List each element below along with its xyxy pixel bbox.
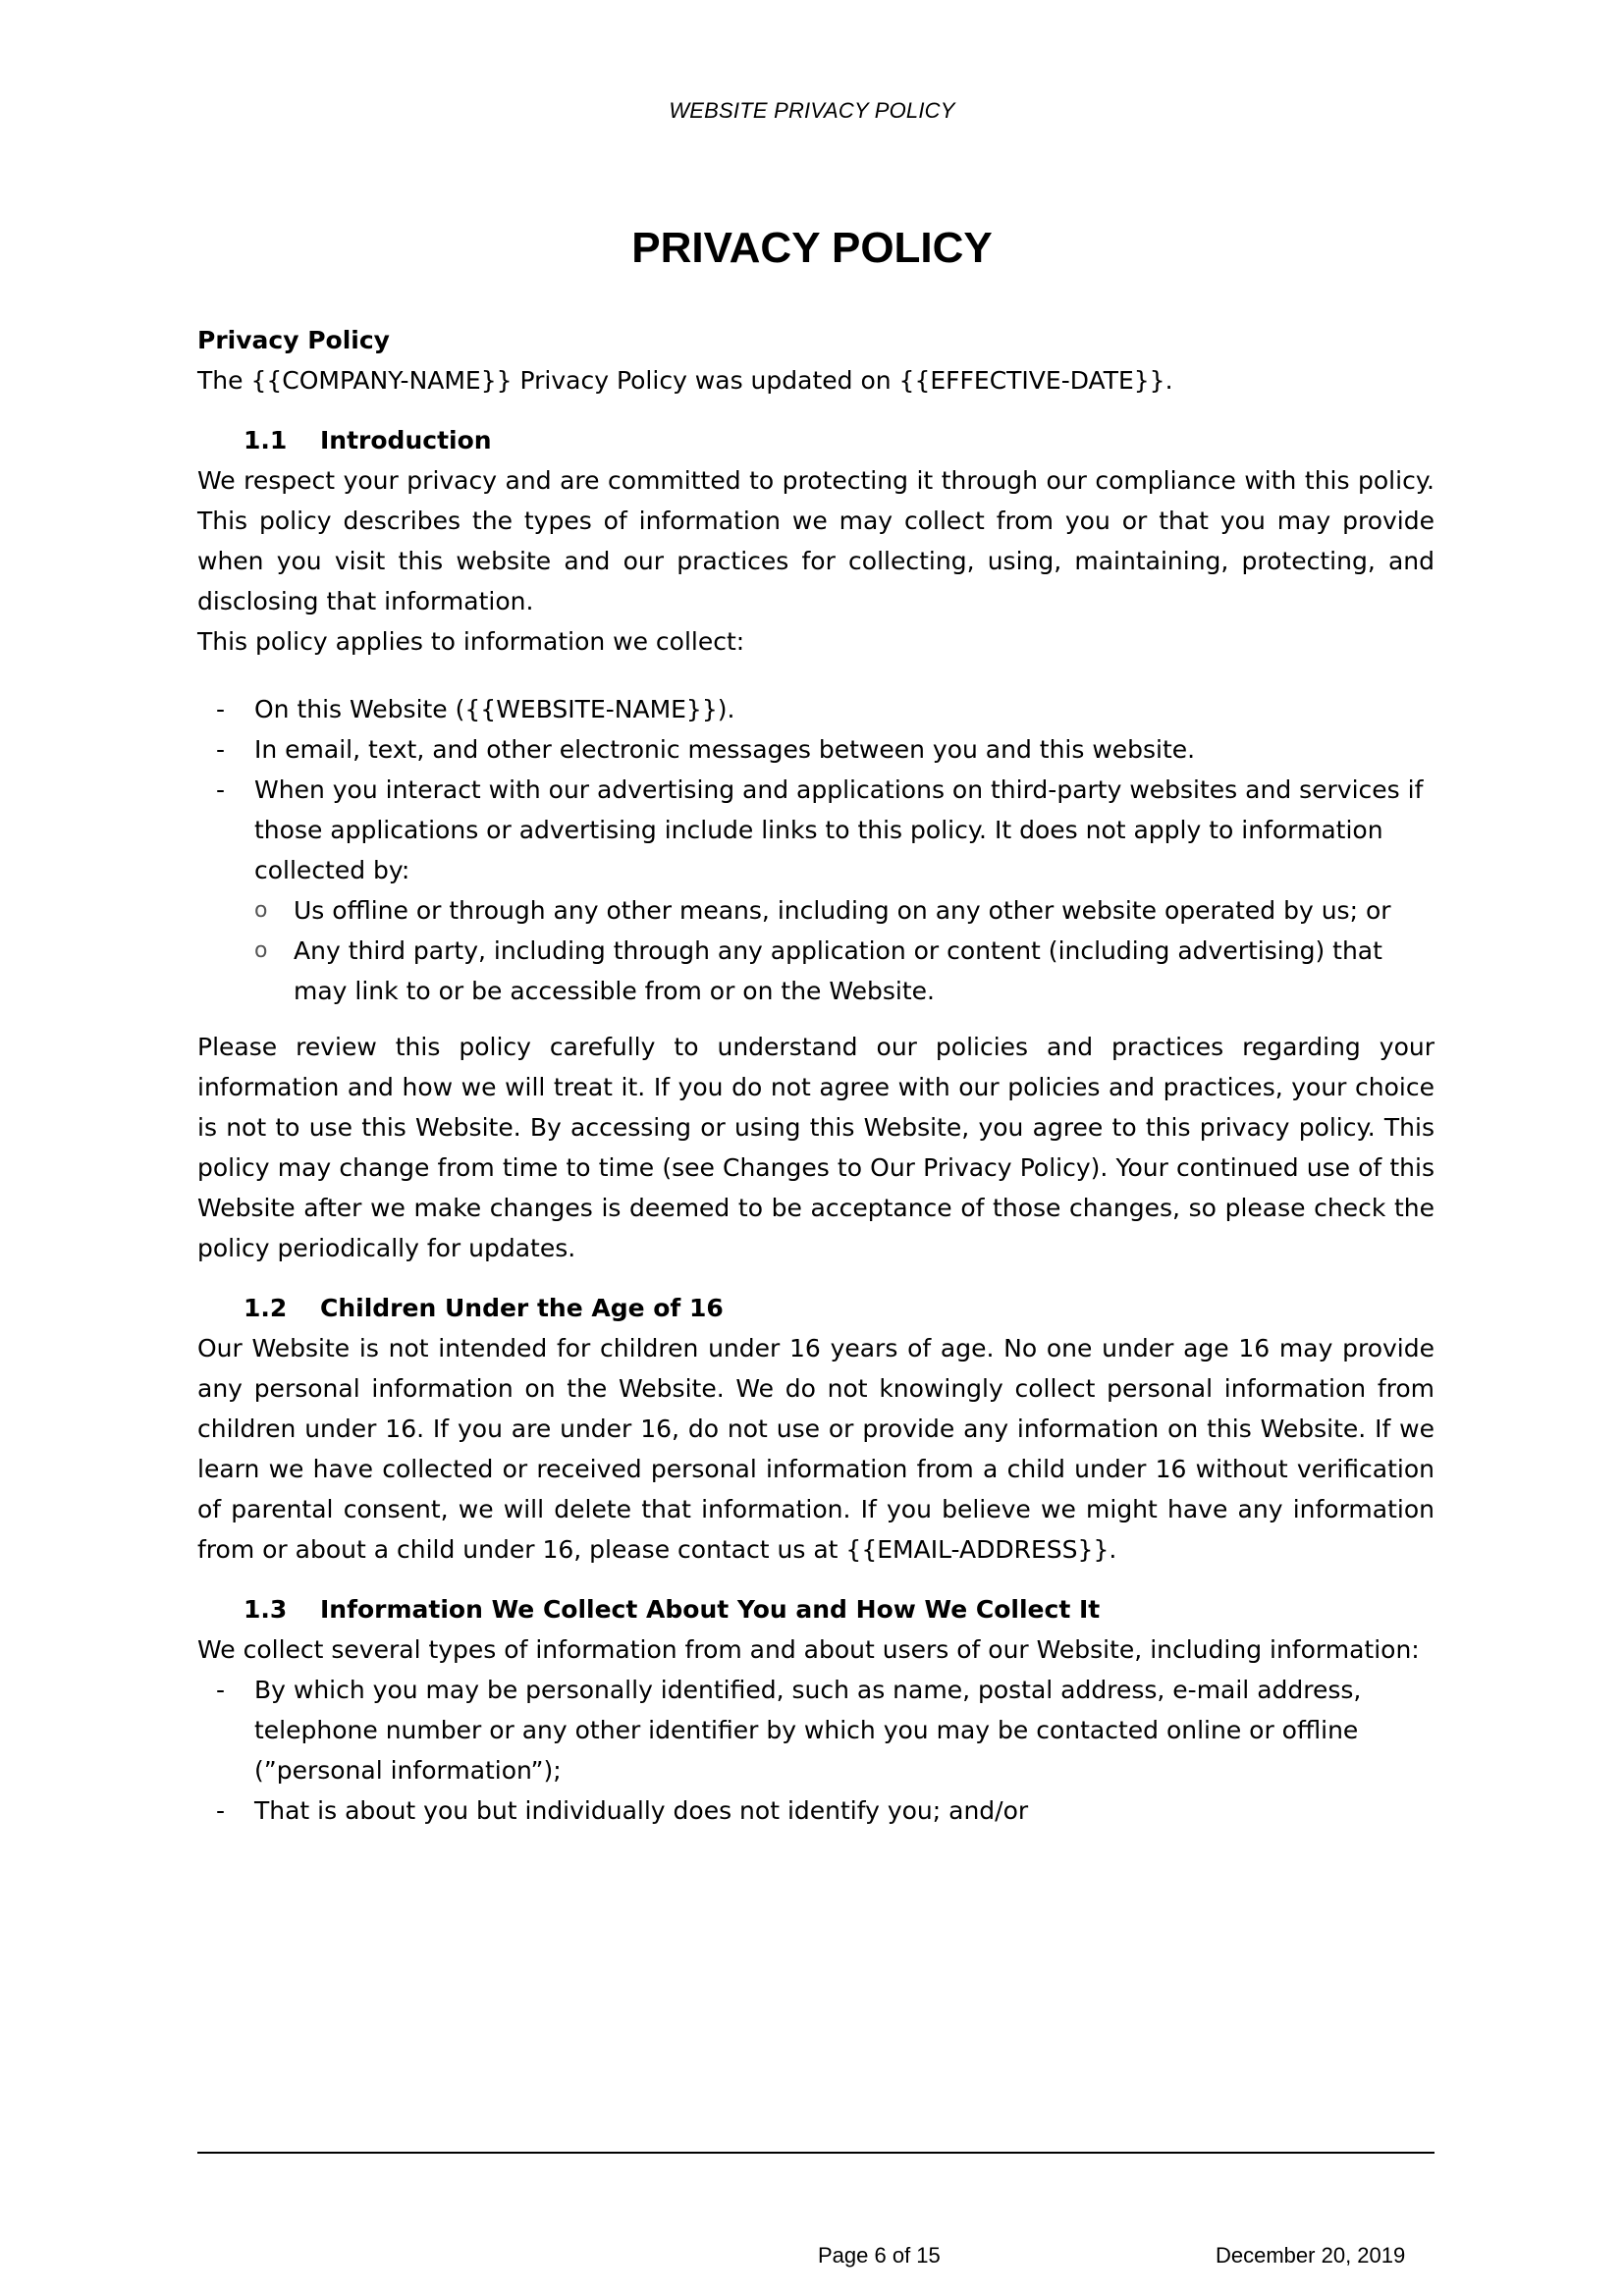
applies-statement: This policy applies to information we collect:	[197, 627, 745, 656]
section-number: 1.3	[244, 1595, 288, 1624]
list-item-text: Us offline or through any other means, including on any other website operated by us; or	[294, 896, 1391, 925]
list-item	[216, 770, 1435, 1011]
dash-marker: -	[216, 1676, 226, 1704]
dash-marker: -	[216, 695, 226, 723]
list-item	[216, 1790, 1435, 1831]
section-heading-information-collected	[197, 1589, 1435, 1629]
footer-date: December 20, 2019	[1216, 2243, 1406, 2268]
collection-sources-list	[197, 689, 1435, 1011]
updated-statement: The {{COMPANY-NAME}} Privacy Policy was updated on {{EFFECTIVE-DATE}}.	[197, 366, 1173, 395]
section-title: Children Under the Age of 16	[320, 1294, 724, 1322]
review-policy-paragraph: Please review this policy carefully to understand our policies and practices regarding your information and how we will treat it. If you do not agree with our policies and practices, your choice is not to use this Website. By accessing or using this Website, you agree to this privacy policy. This policy may change from time to time (see Changes to Our Privacy Policy). Your continued use of this Website after we make changes is deemed to be acceptance of those changes, so please check the policy periodically for updates.	[197, 1033, 1435, 1262]
circle-bullet-icon: o	[254, 938, 268, 963]
section-title: Information We Collect About You and How We Collect It	[320, 1595, 1101, 1624]
list-item-text: In email, text, and other electronic messages between you and this website.	[254, 735, 1196, 764]
section-heading-introduction	[197, 420, 1435, 460]
document-title: PRIVACY POLICY	[631, 224, 993, 272]
section-heading-children	[197, 1288, 1435, 1328]
list-item	[216, 1670, 1435, 1790]
privacy-policy-heading: Privacy Policy	[197, 326, 390, 354]
list-item	[216, 689, 1435, 729]
section-title: Introduction	[320, 426, 492, 454]
section-number: 1.2	[244, 1294, 288, 1322]
running-header: WEBSITE PRIVACY POLICY	[669, 98, 955, 123]
list-item-text: On this Website ({{WEBSITE-NAME}}).	[254, 695, 735, 723]
section-number: 1.1	[244, 426, 288, 454]
list-item-text: By which you may be personally identified, such as name, postal address, e-mail address, telephone number or any other identifier by which you may be contacted online or offline (”personal information”);	[254, 1676, 1362, 1785]
information-types-list	[197, 1670, 1435, 1831]
footer-divider	[197, 2152, 1435, 2154]
list-item-text: That is about you but individually does not identify you; and/or	[254, 1796, 1029, 1825]
exclusions-list	[254, 890, 1435, 1011]
list-item-text: When you interact with our advertising and applications on third-party websites and services if those applications or advertising include links to this policy. It does not apply to information collected by:	[254, 775, 1424, 884]
list-item-text: Any third party, including through any application or content (including advertising) that may link to or be accessible from or on the Website.	[294, 936, 1382, 1005]
dash-marker: -	[216, 735, 226, 764]
information-collected-paragraph: We collect several types of information from and about users of our Website, including information:	[197, 1635, 1420, 1664]
list-item	[216, 729, 1435, 770]
children-paragraph: Our Website is not intended for children under 16 years of age. No one under age 16 may provide any personal information on the Website. We do not knowingly collect personal information from children under 16. If you are under 16, do not use or provide any information on this Website. If we learn we have collected or received personal information from a child under 16 without verification of parental consent, we will delete that information. If you believe we might have any information from or about a child under 16, please contact us at {{EMAIL-ADDRESS}}.	[197, 1334, 1435, 1564]
page-number: Page 6 of 15	[818, 2243, 941, 2268]
document-body	[197, 320, 1435, 1831]
list-item	[254, 890, 1435, 931]
dash-marker: -	[216, 1796, 226, 1825]
circle-bullet-icon: o	[254, 898, 268, 923]
introduction-paragraph: We respect your privacy and are committed to protecting it through our compliance with this policy. This policy describes the types of information we may collect from you or that you may provide when you visit this website and our practices for collecting, using, maintaining, protecting, and disclosing that information.	[197, 466, 1435, 615]
dash-marker: -	[216, 775, 226, 804]
list-item	[254, 931, 1435, 1011]
